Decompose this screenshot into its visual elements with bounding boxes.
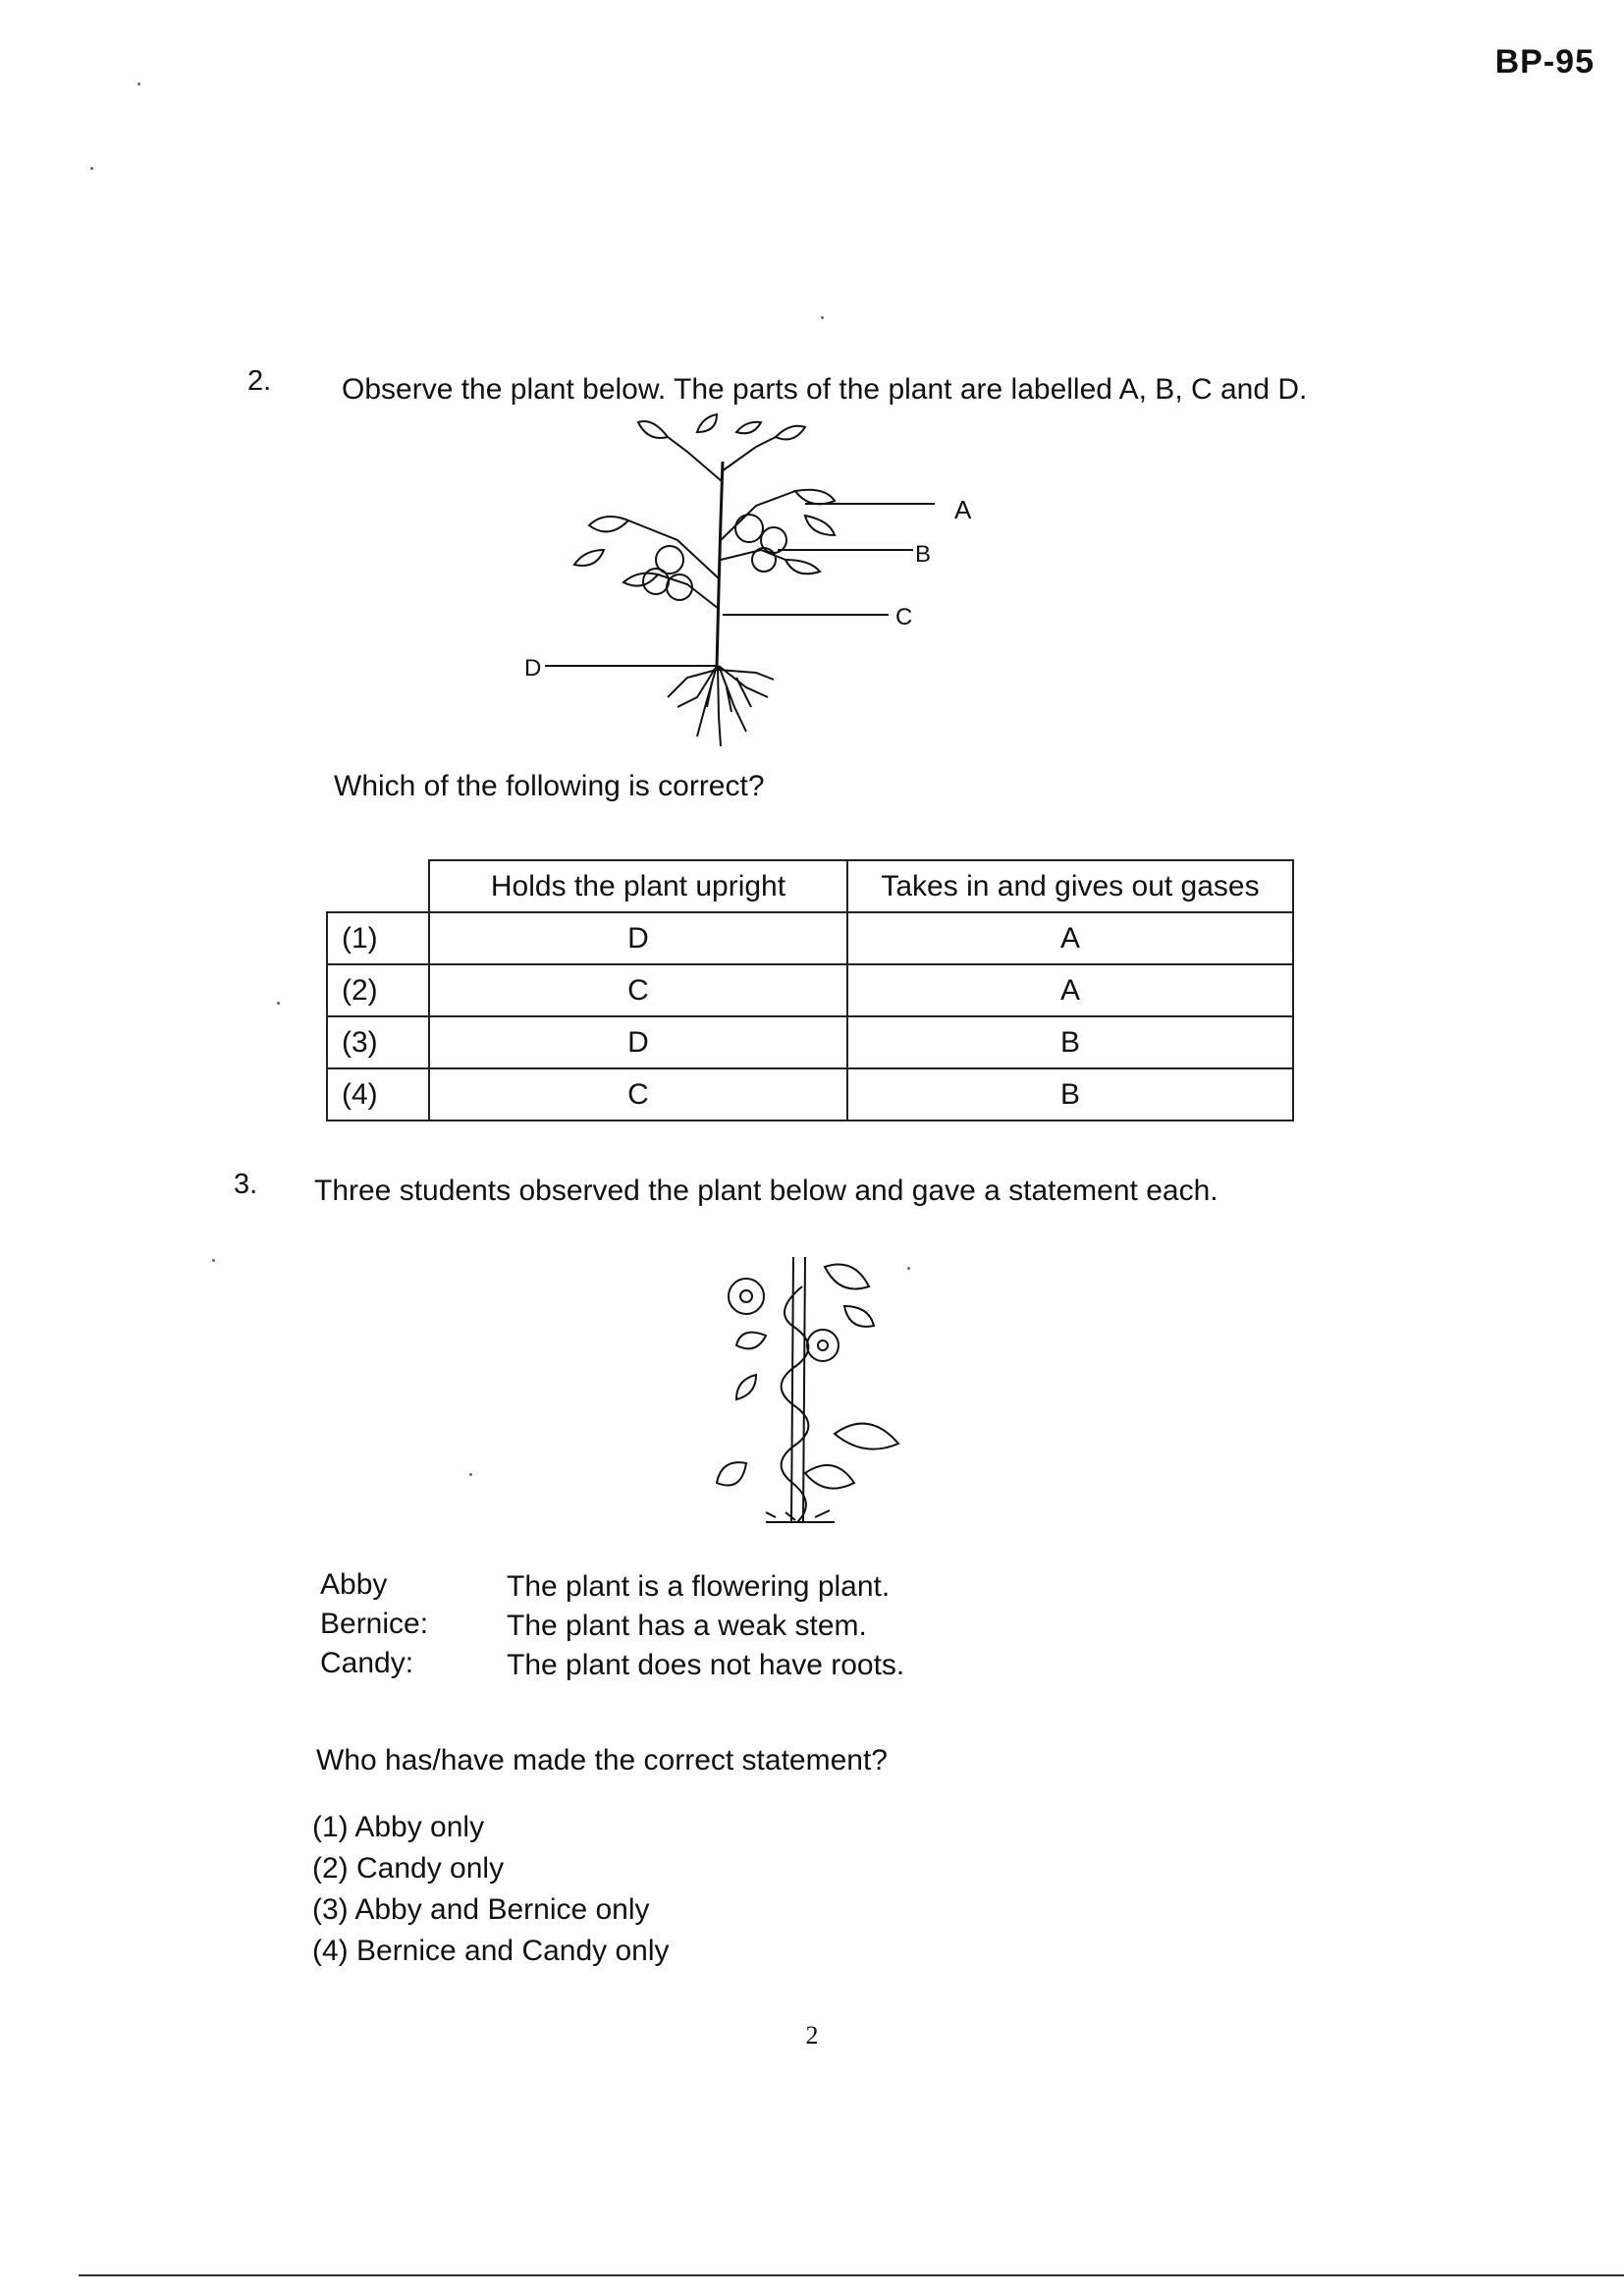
table-cell: B: [847, 1016, 1293, 1068]
tomato-plant-diagram: [511, 412, 982, 756]
option-label: (3): [327, 1016, 429, 1068]
table-row: [327, 1068, 1293, 1121]
question-3-number: 3.: [234, 1169, 258, 1200]
scan-speck: [469, 1473, 472, 1476]
table-row: [327, 964, 1293, 1016]
statement-text-bernice: The plant has a weak stem.: [507, 1610, 867, 1642]
option-label: (2): [327, 964, 429, 1016]
statement-text-abby: The plant is a flowering plant.: [507, 1570, 891, 1603]
statement-name-candy: Candy:: [320, 1647, 414, 1679]
table-cell: D: [429, 1016, 847, 1068]
footer-rule: [79, 2274, 1624, 2276]
answer-option: (3) Abby and Bernice only: [312, 1893, 650, 1926]
question-3-options: [312, 1807, 670, 1972]
table-cell: B: [847, 1068, 1293, 1121]
option-label: (1): [327, 912, 429, 964]
table-row: [327, 1016, 1293, 1068]
question-3-prompt: Who has/have made the correct statement?: [316, 1744, 888, 1777]
scan-speck: [90, 167, 93, 170]
question-2-text: Observe the plant below. The parts of the plant are labelled A, B, C and D.: [342, 373, 1308, 406]
option-label: (4): [327, 1068, 429, 1121]
answer-option: (4) Bernice and Candy only: [312, 1935, 670, 1967]
question-2-number: 2.: [247, 365, 272, 397]
answer-table: [326, 859, 1294, 1121]
climbing-plant-diagram: [707, 1237, 923, 1532]
table-row: [327, 912, 1293, 964]
document-code: BP-95: [1494, 43, 1595, 81]
page-number: 2: [805, 2021, 819, 2050]
table-cell: A: [847, 964, 1293, 1016]
table-cell: C: [429, 964, 847, 1016]
plant-label-d: D: [524, 655, 542, 682]
statement-name-abby: Abby: [320, 1568, 388, 1601]
scan-speck: [212, 1259, 215, 1262]
question-3-text: Three students observed the plant below and gave a statement each.: [314, 1175, 1218, 1207]
scan-speck: [137, 82, 140, 85]
table-header-row: [327, 860, 1293, 912]
answer-option: (1) Abby only: [312, 1811, 485, 1843]
plant-label-b: B: [915, 541, 932, 568]
statement-text-candy: The plant does not have roots.: [507, 1649, 905, 1681]
table-cell: A: [847, 912, 1293, 964]
table-cell: D: [429, 912, 847, 964]
scan-speck: [277, 1002, 280, 1005]
scan-speck: [821, 316, 824, 319]
plant-label-c: C: [895, 604, 913, 630]
table-header: Holds the plant upright: [429, 860, 847, 912]
table-corner: [327, 860, 429, 912]
answer-option: (2) Candy only: [312, 1852, 505, 1885]
table-cell: C: [429, 1068, 847, 1121]
statement-name-bernice: Bernice:: [320, 1608, 429, 1640]
question-2-prompt: Which of the following is correct?: [334, 770, 765, 802]
table-header: Takes in and gives out gases: [847, 860, 1293, 912]
plant-label-a: A: [954, 495, 972, 524]
